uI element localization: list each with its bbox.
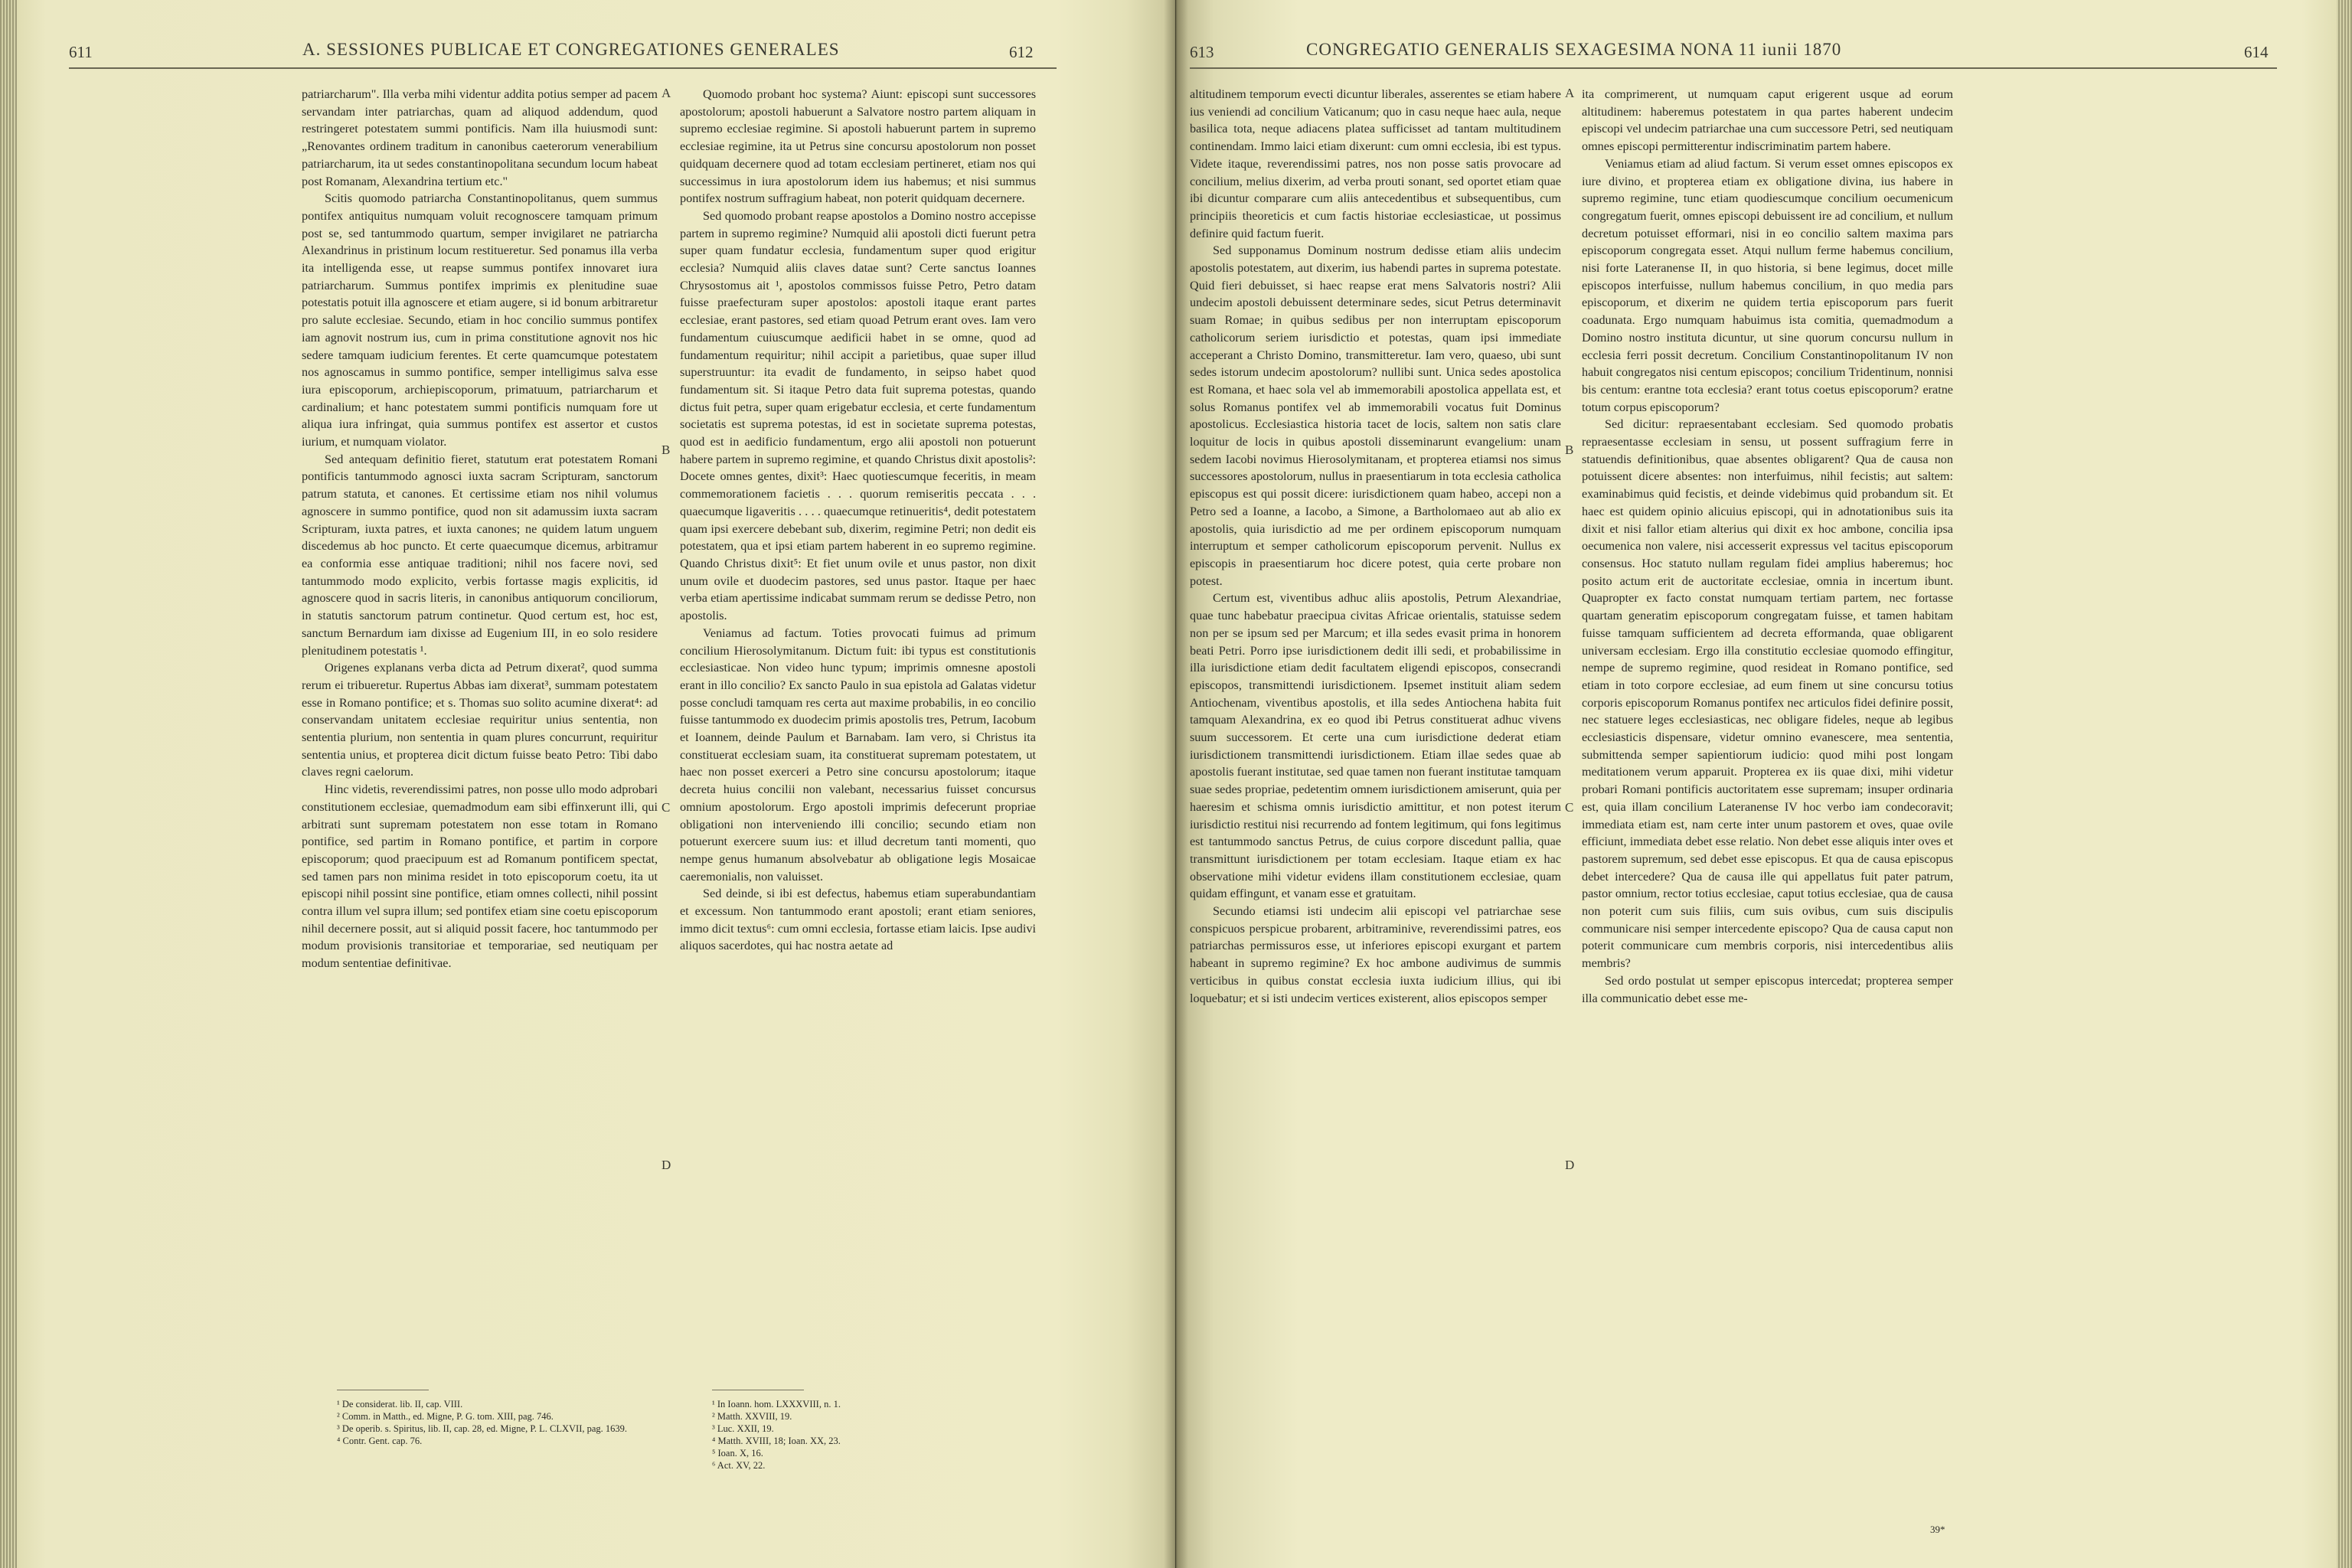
paragraph: altitudinem temporum evecti dicuntur liberales, asserentes se etiam habere ius veniendi ad concilium Vaticanum; quo in casu neque haec aula, neque basilica tota, neque adiacens platea sufficisset ad tantam multitudinem continendam. Immo laici etiam dixerunt: cum omni ecclesia, ibi est typus. Videte itaque, reverendissimi patres, nos non posse satis provocare ad concilium, melius dixerim, ad verba prouti sonant, sed oportet etiam quae ibi dicuntur comparare cum aliis antecedentibus et subsequentibus, cum principiis theoreticis et cum factis historiae ecclesiasticae, ut possimus definire quid factum fuerit. [1190, 87, 1561, 240]
header-rule-right [1190, 67, 2277, 69]
footnote: ³ Luc. XXII, 19. [712, 1423, 774, 1434]
page-number-614: 614 [2244, 43, 2269, 61]
paragraph: ita comprimerent, ut numquam caput erigerent usque ad eorum altitudinem: haberemus potestatem in qua partes haberent undecim episcopi vel undecim patriarchae una cum successore Petri, sed neutiquam omnes episcopi permitterentur indiscriminatim partem habere. [1582, 87, 1953, 154]
footnotes-left-col-1 [337, 1398, 658, 1447]
margin-marker-a: A [662, 86, 671, 100]
header-rule-left [69, 67, 1057, 69]
left-column-2 [680, 86, 1036, 955]
paragraph: Sed deinde, si ibi est defectus, habemus etiam superabundantiam et excessum. Non tantummodo erant apostoli; erant etiam seniores, immo dicit textus⁶: cum omni ecclesia, fortasse etiam laicis. Ipse audivi aliquos sacerdotes, qui hac nostra aetate ad [680, 887, 1036, 953]
running-header-left: A. SESSIONES PUBLICAE ET CONGREGATIONES GENERALES [302, 40, 840, 59]
running-header-right: CONGREGATIO GENERALIS SEXAGESIMA NONA 11 iunii 1870 [1306, 40, 1842, 59]
margin-marker-c: C [662, 800, 671, 815]
margin-marker-d: D [662, 1158, 671, 1172]
margin-marker-a: A [1565, 86, 1575, 100]
left-column-1 [302, 86, 658, 972]
left-page [0, 0, 1175, 1568]
right-column-2 [1582, 86, 1953, 1007]
book-gutter [1164, 0, 1188, 1568]
footnote: ⁶ Act. XV, 22. [712, 1460, 766, 1471]
margin-marker-c: C [1565, 800, 1574, 815]
margin-marker-b: B [662, 443, 671, 457]
paragraph: Sed dicitur: repraesentabant ecclesiam. Sed quomodo probatis repraesentasse ecclesiam in sensu, ut possent suffragium ferre in statuendis definitionibus, quae absentes obligarent? Qua de causa non potuissent dicere absentes: non interfuimus, nihil fecistis; aut saltem: examinabimus quid fecistis, et deinde videbimus quid probandum sit. Et haec est quidem opinio alicuius episcopi, qui in adnotationibus suis ita dixit et nisi fallor etiam alterius qui dixit ex hoc ambone, concilia ipsa oecumenica non valere, nisi accesserit expressus vel tacitus episcoporum consensus. Hoc statuto nullam regulam fidei amplius haberemus; hoc posito actum erit de auctoritate ecclesiae, omnia in incertum ibunt. Quapropter ex facto constat numquam tertiam partem, nec fortasse quartam generatim episcoporum congregatam fuisse, et tamen habitam fuisse tamquam sufficientem ad decreta efformanda, quae obligarent universam ecclesiam. Ergo illa constitutio ecclesiae quomodo effingitur, nempe de supremo regimine, quod resideat in Romano pontifice, sed etiam in toto corpore ecclesiae, ad eum finem ut sine concursu totius corporis episcoporum Romanus pontifex nec articulos fidei definire possit, nec statuere leges ecclesiasticas, nec obligare fideles, neque ab legibus ecclesiasticis dispensare, videtur omnino evanescere, mea sententia, submittenda semper sapientiorum iudicio: quod mihi post longam meditationem verum apparuit. Propterea ex iis quae dixi, mihi videtur probari Romani pontificis auctoritatem esse supremam; insuper ordinaria est, quia illam concilium Lateranense IV hoc verbo iam condecoravit; immediata etiam est, nam certe inter unum pastorem et oves, quae ovile efficiunt, immediata debet esse relatio. Non debet esse aliquis inter oves et pastorem supremum, sed debet esse episcopus. Et qua de causa episcopus debet intercedere? Qua de causa ille qui appellatus fuit pater patrum, pastor omnium, rector totius ecclesiae, caput totius ecclesiae, qua de causa non poterit cum suis filiis, cum suis ovibus, cum suis discipulis communicare nisi semper intercedente episcopo? Qua de causa caput non poterit communicare cum membris corporis, nisi intercedentibus aliis membris? [1582, 417, 1953, 971]
page-edge-left [0, 0, 17, 1568]
margin-marker-b: B [1565, 443, 1574, 457]
footnotes-left-col-2 [712, 1398, 1034, 1472]
paragraph: Veniamus ad factum. Toties provocati fuimus ad primum concilium Hierosolymitanum. Dictum fuit: ibi typus est constitutionis ecclesiasticae. Non video hunc typum; imprimis omnesne apostoli erant in illo concilio? Ex sancto Paulo in sua epistola ad Galatas videtur posse concludi tamquam res certa aut maxime probabilis, in eo concilio fuisse tantummodo ex duodecim primis apostolis tres, Petrum, Iacobum et Ioannem, deinde Paulum et Barnabam. Iam vero, si Christus ita constituerat ecclesiam suam, ita constituerat supremam potestatem, ut haec non posset exerceri a Petro sine concursu apostolorum; itaque decreta huius concilii non valebant, necessarius fuisset concursus omnium apostolorum. Ergo apostoli imprimis defecerunt propriae obligationi non interveniendo illi concilio; secundo etiam non potuerunt exercere suum ius: et illud decretum tanti momenti, quo nempe genus humanum absolvebatur ab obligatione legis Mosaicae caeremonialis, non valuisset. [680, 626, 1036, 884]
footnote: ⁴ Contr. Gent. cap. 76. [337, 1436, 423, 1446]
footnote: ⁴ Matth. XVIII, 18; Ioan. XX, 23. [712, 1436, 841, 1446]
page-number-613: 613 [1190, 43, 1214, 61]
paragraph: Scitis quomodo patriarcha Constantinopolitanus, quem summus pontifex antiquitus numquam voluit recognoscere tamquam primum post se, sed tantummodo quartum, semper invigilaret ne patriarcha Alexandrinus in pristinum locum restitueretur. Sed ponamus illa verba ita intelligenda esse, ut reapse summus pontifex innovaret iura patriarcharum. Summus pontifex imprimis ex plenitudine suae potestatis potuit illa agnoscere et etiam augere, si id bonum arbitraretur pro salute ecclesiae. Secundo, etiam in hoc concilio summus pontifex iam agnovit nostrum ius, cum in prima constitutione agnovit nos hic sedere tamquam iudicium ferentes. Et certe quamcumque potestatem nos agnoscamus in summo pontifice, semper intelligimus salva esse iura episcoporum, archiepiscoporum, primatuum, patriarcharum et cardinalium; et hanc potestatem summi pontificis numquam fore ut aliqua iura infringat, quia summus pontifex est assertor et custos iurium, et numquam violator. [302, 191, 658, 449]
paragraph: Sed antequam definitio fieret, statutum erat potestatem Romani pontificis tantummodo agnosci iuxta sacram Scripturam, sanctorum patrum statuta, et canones. Et certissime etiam nos nihil volumus agnoscere in summo pontifice, quod non sit adamussim iuxta sacram Scripturam, iuxta patres, et iuxta canones; ne quidem latum unguem discedemus ab hoc puncto. Et certe quaecumque dicemus, arbitramur ea conformia esse antiquae traditioni; nihil nos facere novi, sed tantummodo modo explicito, verbis fortasse magis explicitis, id agnoscere quod in sacris literis, in canonibus antiquorum conciliorum, in statutis sanctorum patrum continetur. Quod certum est, hoc est, sanctum Bernardum iam dixisse ad Eugenium III, in eo solo residere plenitudinem potestatis ¹. [302, 452, 658, 658]
paragraph: Origenes explanans verba dicta ad Petrum dixerat², quod summa rerum ei tribueretur. Rupertus Abbas iam dixerat³, summam potestatem esse in Romano pontifice; et s. Thomas suo solito acumine dixerat⁴: ad conservandam unitatem ecclesiae requiritur unius sententia, non sententia plurium, non sententia in quam plures concurrunt, requiritur sententia unius, et propterea dicit dictum fuisse beato Petro: Tibi dabo claves regni caelorum. [302, 661, 658, 779]
paragraph: Quomodo probant hoc systema? Aiunt: episcopi sunt successores apostolorum; apostoli habuerunt a Salvatore nostro partem aliquam in supremo ecclesiae regimine. Si apostoli habuerunt partem in supremo ecclesiae regimine, ita ut Petrus sine concursu apostolorum non posset quidquam decernere quod ad totam ecclesiam pertineret, etiam nos qui successimus in iura apostolorum idem ius habemus; et nisi summus pontifex nostrum suffragium habeat, non poterit quidquam decernere. [680, 87, 1036, 206]
footnote: ¹ In Ioann. hom. LXXXVIII, n. 1. [712, 1399, 841, 1410]
page-number-611: 611 [69, 43, 93, 61]
paragraph: Certum est, viventibus adhuc aliis apostolis, Petrum Alexandriae, quae tunc habebatur praecipua civitas Africae orientalis, statuisse sedem non per se ipsum sed per Marcum; et illa sedes evasit prima in honorem beati Petri. Porro ipse iurisdictionem dedit illi sedi, et probabilissime in illa iurisdictione etiam dedit facultatem eligendi episcopos, consecrandi episcopos, transmittendi iurisdictionem. Ipsemet instituit aliam sedem Antiochenam, viventibus apostolis, et illa sedes Antiochena habita fuit tamquam Alexandrina, ex eo quod ibi Petrus constituerat adhuc vivens suum successorem. Et certe una cum iurisdictione dederat etiam iurisdictionem transmittendi iurisdictionem. Etiam illae sedes quae ab apostolis fuerant institutae, sed quae tamen non fuerant institutae tamquam suae sedes propriae, pedetentim omnem iurisdictionem amiserunt, quia per haeresim et schisma omnis iurisdictio amittitur, et non potest iterum iurisdictio restitui nisi recurrendo ad fontem legitimum, qui fons legitimus est tantummodo sanctus Petrus, de cuius corpore discedunt pallia, quae transmittunt iurisdictionem per totam ecclesiam. Itaque etiam ex hac observatione mihi videtur evidens illam constitutionem ecclesiae, quam quidam effingunt, et vanam esse et gratuitam. [1190, 591, 1561, 901]
footnote: ³ De operib. s. Spiritus, lib. II, cap. 28, ed. Migne, P. L. CLXVII, pag. 1639. [337, 1423, 628, 1434]
paragraph: Sed supponamus Dominum nostrum dedisse etiam aliis undecim apostolis potestatem, aut dixerim, ius habendi partes in suprema potestate. Quid fieri debuisset, si haec reapse erat mens Salvatoris nostri? Alii undecim apostoli debuissent determinare sedes, sicut Petrus determinavit suam Romae; in quibus sedibus per non interruptam episcoporum catholicorum seriem iurisdictio et potestas, quam ipsi immediate acceperant a Christo Domino, transmitteretur. Iam vero, quaeso, ubi sunt sedes istorum undecim apostolorum? nullibi sunt. Unica sedes apostolica est Romana, et haec sola vel ab immemorabili apostolica appellata est, et solus Romanus pontifex vel ab immemorabili vocatus fuit Dominus apostolicus. Ecclesiastica historia tacet de locis, saltem non satis clare loquitur de locis in quibus apostoli disseminarunt evangelium: unam sedem Iacobi novimus Hierosolymitanam, et propterea etiamsi nos simus successores apostolorum, nullus in praesentiarum in tota ecclesia catholica episcopus est qui possit dicere: iurisdictionem quam habeo, accepi non a Petro sed a Ioanne, a Iacobo, a Simone, a Bartholomaeo aut ab alio ex apostolis, quia iurisdictio ad me per ordinem episcoporum numquam interruptum et semper catholicorum episcoporum pervenit. Nullus ex episcopis in praesentiarum hoc dicere potest, quia certe probare non potest. [1190, 243, 1561, 588]
footnote: ¹ De considerat. lib. II, cap. VIII. [337, 1399, 463, 1410]
signature-mark: 39* [1930, 1524, 1945, 1535]
page-number-612: 612 [1009, 43, 1034, 61]
margin-marker-d: D [1565, 1158, 1575, 1172]
footnote: ² Matth. XXVIII, 19. [712, 1411, 792, 1422]
page-edge-right [2337, 0, 2352, 1568]
paragraph: Veniamus etiam ad aliud factum. Si verum esset omnes episcopos ex iure divino, et propterea etiam ex obligatione divina, ius habere in supremo regimine, tunc etiam quodiescumque concilium oecumenicum congregatum fuerit, omnes episcopi debuissent ire ad concilium, et nullum decretum potuisset efformari, nisi in eo concilio saltem maxima pars episcoporum congregata esset. Atqui nullum ferme habemus concilium, nisi forte Lateranense II, in quo historia, si bene legimus, docet mille episcopos interfuisse, nullum habemus concilium, in quo media pars episcoporum, et dixerim ne quidem tertia episcoporum pars fuerit coadunata. Ergo numquam habuimus ista comitia, quemadmodum a Domino nostro instituta dicuntur, ut sine quorum concursu nullum in ecclesia ferri possit decretum. Concilium Constantinopolitanum IV non habuit congregatos nisi centum episcopos; concilium Tridentinum, nonnisi bis centum: erantne tota ecclesia? erant totus coetus episcoporum? eratne totum corpus episcoporum? [1582, 156, 1953, 414]
footnote: ² Comm. in Matth., ed. Migne, P. G. tom. XIII, pag. 746. [337, 1411, 554, 1422]
paragraph: Sed ordo postulat ut semper episcopus intercedat; propterea semper illa communicatio debet esse me- [1582, 973, 1953, 1005]
right-column-1 [1190, 86, 1561, 1007]
paragraph: patriarcharum". Illa verba mihi videntur addita potius semper ad pacem servandam inter patriarchas, quam ad aliquod addendum, quod restringeret potestatem summi pontificis. Nam illa huiusmodi sunt: „Renovantes ordinem traditum in canonibus caeterorum venerabilium patriarcharum, ita ut sedes constantinopolitana secundum locum habeat post Romanam, Alexandrina tertium etc." [302, 87, 658, 188]
paragraph: Sed quomodo probant reapse apostolos a Domino nostro accepisse partem in supremo regimine? Numquid alii apostoli dicti fuerunt petra super quam fundatur ecclesia, fundamentum super quod erigitur ecclesia? Numquid aliis claves datae sunt? Certe sanctus Ioannes Chrysostomus ait ¹, apostolos commissos fuisse Petro, Petro datam fuisse praefecturam super apostolos: apostoli itaque erant partes ecclesiae, erant pastores, sed etiam quoad Petrum erant oves. Iam vero fundamentum cuiuscumque aedificii habet in se omne, quod ad fundamentum requiritur; nihil accipit a parietibus, quae super illud superstruuntur: ita evadit de fundamento, in seipso habet quod fundamentum sit. Si itaque Petro data fuit suprema potestas, quando dictus fuit petra, super quam erigebatur ecclesia, et certe fundamentum societatis est suprema potestas, id est in societate suprema potestas, quod est in aedificio fundamentum, ergo alii apostoli non potuerunt habere partem in supremo regimine, et quando Christus dixit apostolis²: Docete omnes gentes, dixit³: Haec quotiescumque feceritis, in meam commemorationem facietis . . . quorum remiseritis peccata . . . quaecumque ligaveritis . . . . quaecumque retinueritis⁴, dedit potestatem quam ipsi exercere debebant sub, dixerim, regimine Petri; non dedit eis potestatem, qua et ipsi etiam partem haberent in eo supremo regimine. Quando Christus dixit⁵: Et fiet unum ovile et unus pastor, non dixit unum ovile et duodecim pastores, sed unus pastor. Itaque per haec verba etiam apertissime indicabat summam rerum se dedisse Petro, non apostolis. [680, 208, 1036, 623]
paragraph: Hinc videtis, reverendissimi patres, non posse ullo modo adprobari constitutionem ecclesiae, quemadmodum eam sibi effinxerunt illi, qui arbitrati sunt supremam potestatem non esse totam in Romano pontifice, sed partim in Romano pontifice, et partim in corpore episcoporum; quod praecipuum est ad Romanum pontificem spectat, sed tamen pars non minima residet in toto episcoporum coetu, ita ut episcopi nihil possint sine pontifice, etiam omnes collecti, nihil possint contra illum vel supra illum; sed pontifex etiam sine coetu episcoporum nihil decernere possit, aut si aliquid possit facere, hoc tantummodo per modum provisionis transitoriae et temporariae, sed neutiquam per modum sententiae definitivae. [302, 782, 658, 971]
paragraph: Secundo etiamsi isti undecim alii episcopi vel patriarchae sese conspicuos perspicue probarent, arbitraminive, reverendissimi patres, eos patriarchas permissuros esse, ut inferiores episcopi exurgant et partem habeant in supremo regimine? Ex hoc ambone audivimus de summis verticibus in quibus constat ecclesia iuxta iudicium illius, qui ibi loquebatur; et si isti undecim vertices existerent, alios episcopos semper [1190, 904, 1561, 1005]
right-page [1176, 0, 2352, 1568]
footnote: ⁵ Ioan. X, 16. [712, 1448, 763, 1459]
